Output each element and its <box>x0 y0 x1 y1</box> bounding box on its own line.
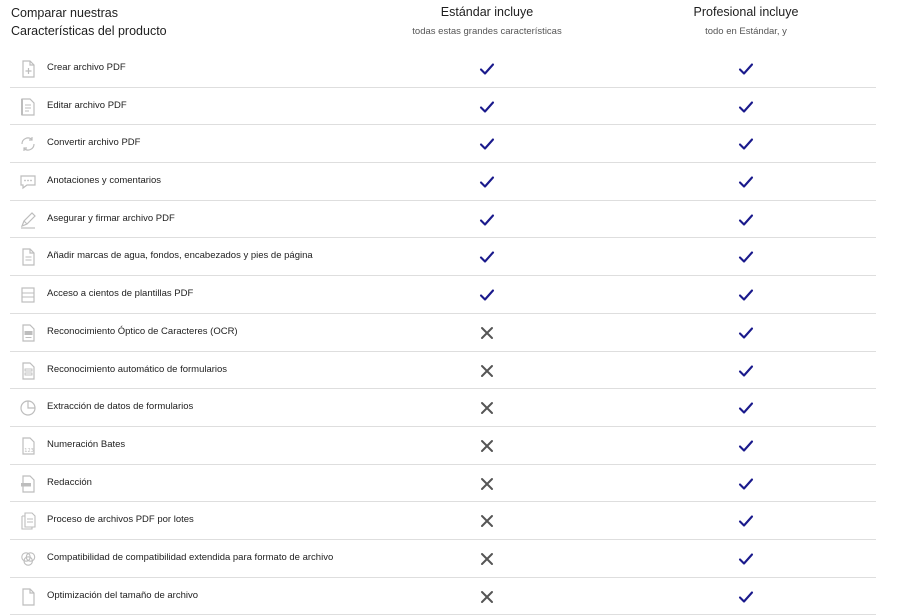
professional-check-icon <box>738 174 754 190</box>
pie-chart-icon <box>18 398 38 418</box>
table-row <box>10 314 876 352</box>
ocr-icon <box>18 323 38 343</box>
feature-label: Compatibilidad de compatibilidad extendida para formato de archivo <box>47 551 334 563</box>
standard-check-icon <box>479 99 495 115</box>
page-title <box>11 4 167 40</box>
professional-check-icon <box>738 438 754 454</box>
table-row <box>10 427 876 465</box>
professional-title: Profesional incluye <box>693 5 799 19</box>
table-row <box>10 276 876 314</box>
circles-icon <box>18 549 38 569</box>
table-row <box>10 50 876 88</box>
redaction-icon <box>18 474 38 494</box>
professional-check-icon <box>738 589 754 605</box>
table-row <box>10 389 876 427</box>
professional-check-icon <box>738 212 754 228</box>
template-icon <box>18 285 38 305</box>
table-row <box>10 578 876 615</box>
professional-check-icon <box>738 99 754 115</box>
feature-label: Acceso a cientos de plantillas PDF <box>47 288 194 300</box>
standard-column-header <box>357 4 617 38</box>
standard-check-icon <box>479 249 495 265</box>
table-row <box>10 465 876 503</box>
feature-label: Optimización del tamaño de archivo <box>47 589 199 601</box>
numbering-icon <box>18 436 38 456</box>
feature-label: Crear archivo PDF <box>47 62 126 73</box>
standard-check-icon <box>479 174 495 190</box>
comparison-header <box>0 0 900 50</box>
standard-cross-icon <box>479 438 495 454</box>
professional-check-icon <box>738 551 754 567</box>
feature-table <box>10 50 876 615</box>
feature-label: Añadir marcas de agua, fondos, encabezados y pies de página <box>47 250 313 262</box>
feature-label: Convertir archivo PDF <box>47 137 141 149</box>
svg-text:123: 123 <box>24 447 34 454</box>
feature-label: Anotaciones y comentarios <box>47 175 162 187</box>
professional-check-icon <box>738 287 754 303</box>
feature-label: Asegurar y firmar archivo PDF <box>47 212 175 224</box>
page-title-line-1: Comparar nuestras <box>11 6 118 20</box>
standard-check-icon <box>479 287 495 303</box>
feature-label: Reconocimiento Óptico de Caracteres (OCR) <box>47 325 238 337</box>
standard-cross-icon <box>479 363 495 379</box>
professional-check-icon <box>738 363 754 379</box>
comment-icon <box>18 172 38 192</box>
professional-check-icon <box>738 61 754 77</box>
convert-icon <box>18 134 38 154</box>
page-title-line-2: Características del producto <box>11 24 167 38</box>
batch-icon <box>18 511 38 531</box>
professional-check-icon <box>738 400 754 416</box>
feature-label: Redacción <box>47 476 92 488</box>
standard-check-icon <box>479 61 495 77</box>
professional-subtitle: todo en Estándar, y <box>705 26 787 37</box>
standard-check-icon <box>479 212 495 228</box>
file-plus-icon <box>18 59 38 79</box>
professional-check-icon <box>738 476 754 492</box>
professional-check-icon <box>738 249 754 265</box>
feature-label: Reconocimiento automático de formularios <box>47 363 228 375</box>
standard-cross-icon <box>479 513 495 529</box>
feature-label: Proceso de archivos PDF por lotes <box>47 514 194 526</box>
standard-cross-icon <box>479 400 495 416</box>
table-row <box>10 163 876 201</box>
table-row <box>10 125 876 163</box>
feature-label: Extracción de datos de formularios <box>47 401 194 413</box>
feature-label: Editar archivo PDF <box>47 99 127 111</box>
standard-subtitle: todas estas grandes características <box>412 26 562 37</box>
feature-label: Numeración Bates <box>47 438 126 450</box>
table-row <box>10 540 876 578</box>
standard-check-icon <box>479 136 495 152</box>
professional-check-icon <box>738 513 754 529</box>
table-row <box>10 352 876 390</box>
table-row <box>10 201 876 239</box>
table-row <box>10 88 876 126</box>
standard-cross-icon <box>479 551 495 567</box>
table-row <box>10 502 876 540</box>
standard-cross-icon <box>479 589 495 605</box>
table-row <box>10 238 876 276</box>
professional-check-icon <box>738 325 754 341</box>
standard-title: Estándar incluye <box>440 5 534 19</box>
file-icon <box>18 587 38 607</box>
standard-cross-icon <box>479 476 495 492</box>
professional-check-icon <box>738 136 754 152</box>
file-edit-icon <box>18 97 38 117</box>
pen-icon <box>18 210 38 230</box>
form-icon <box>18 361 38 381</box>
professional-column-header <box>616 4 876 38</box>
standard-cross-icon <box>479 325 495 341</box>
document-icon <box>18 247 38 267</box>
